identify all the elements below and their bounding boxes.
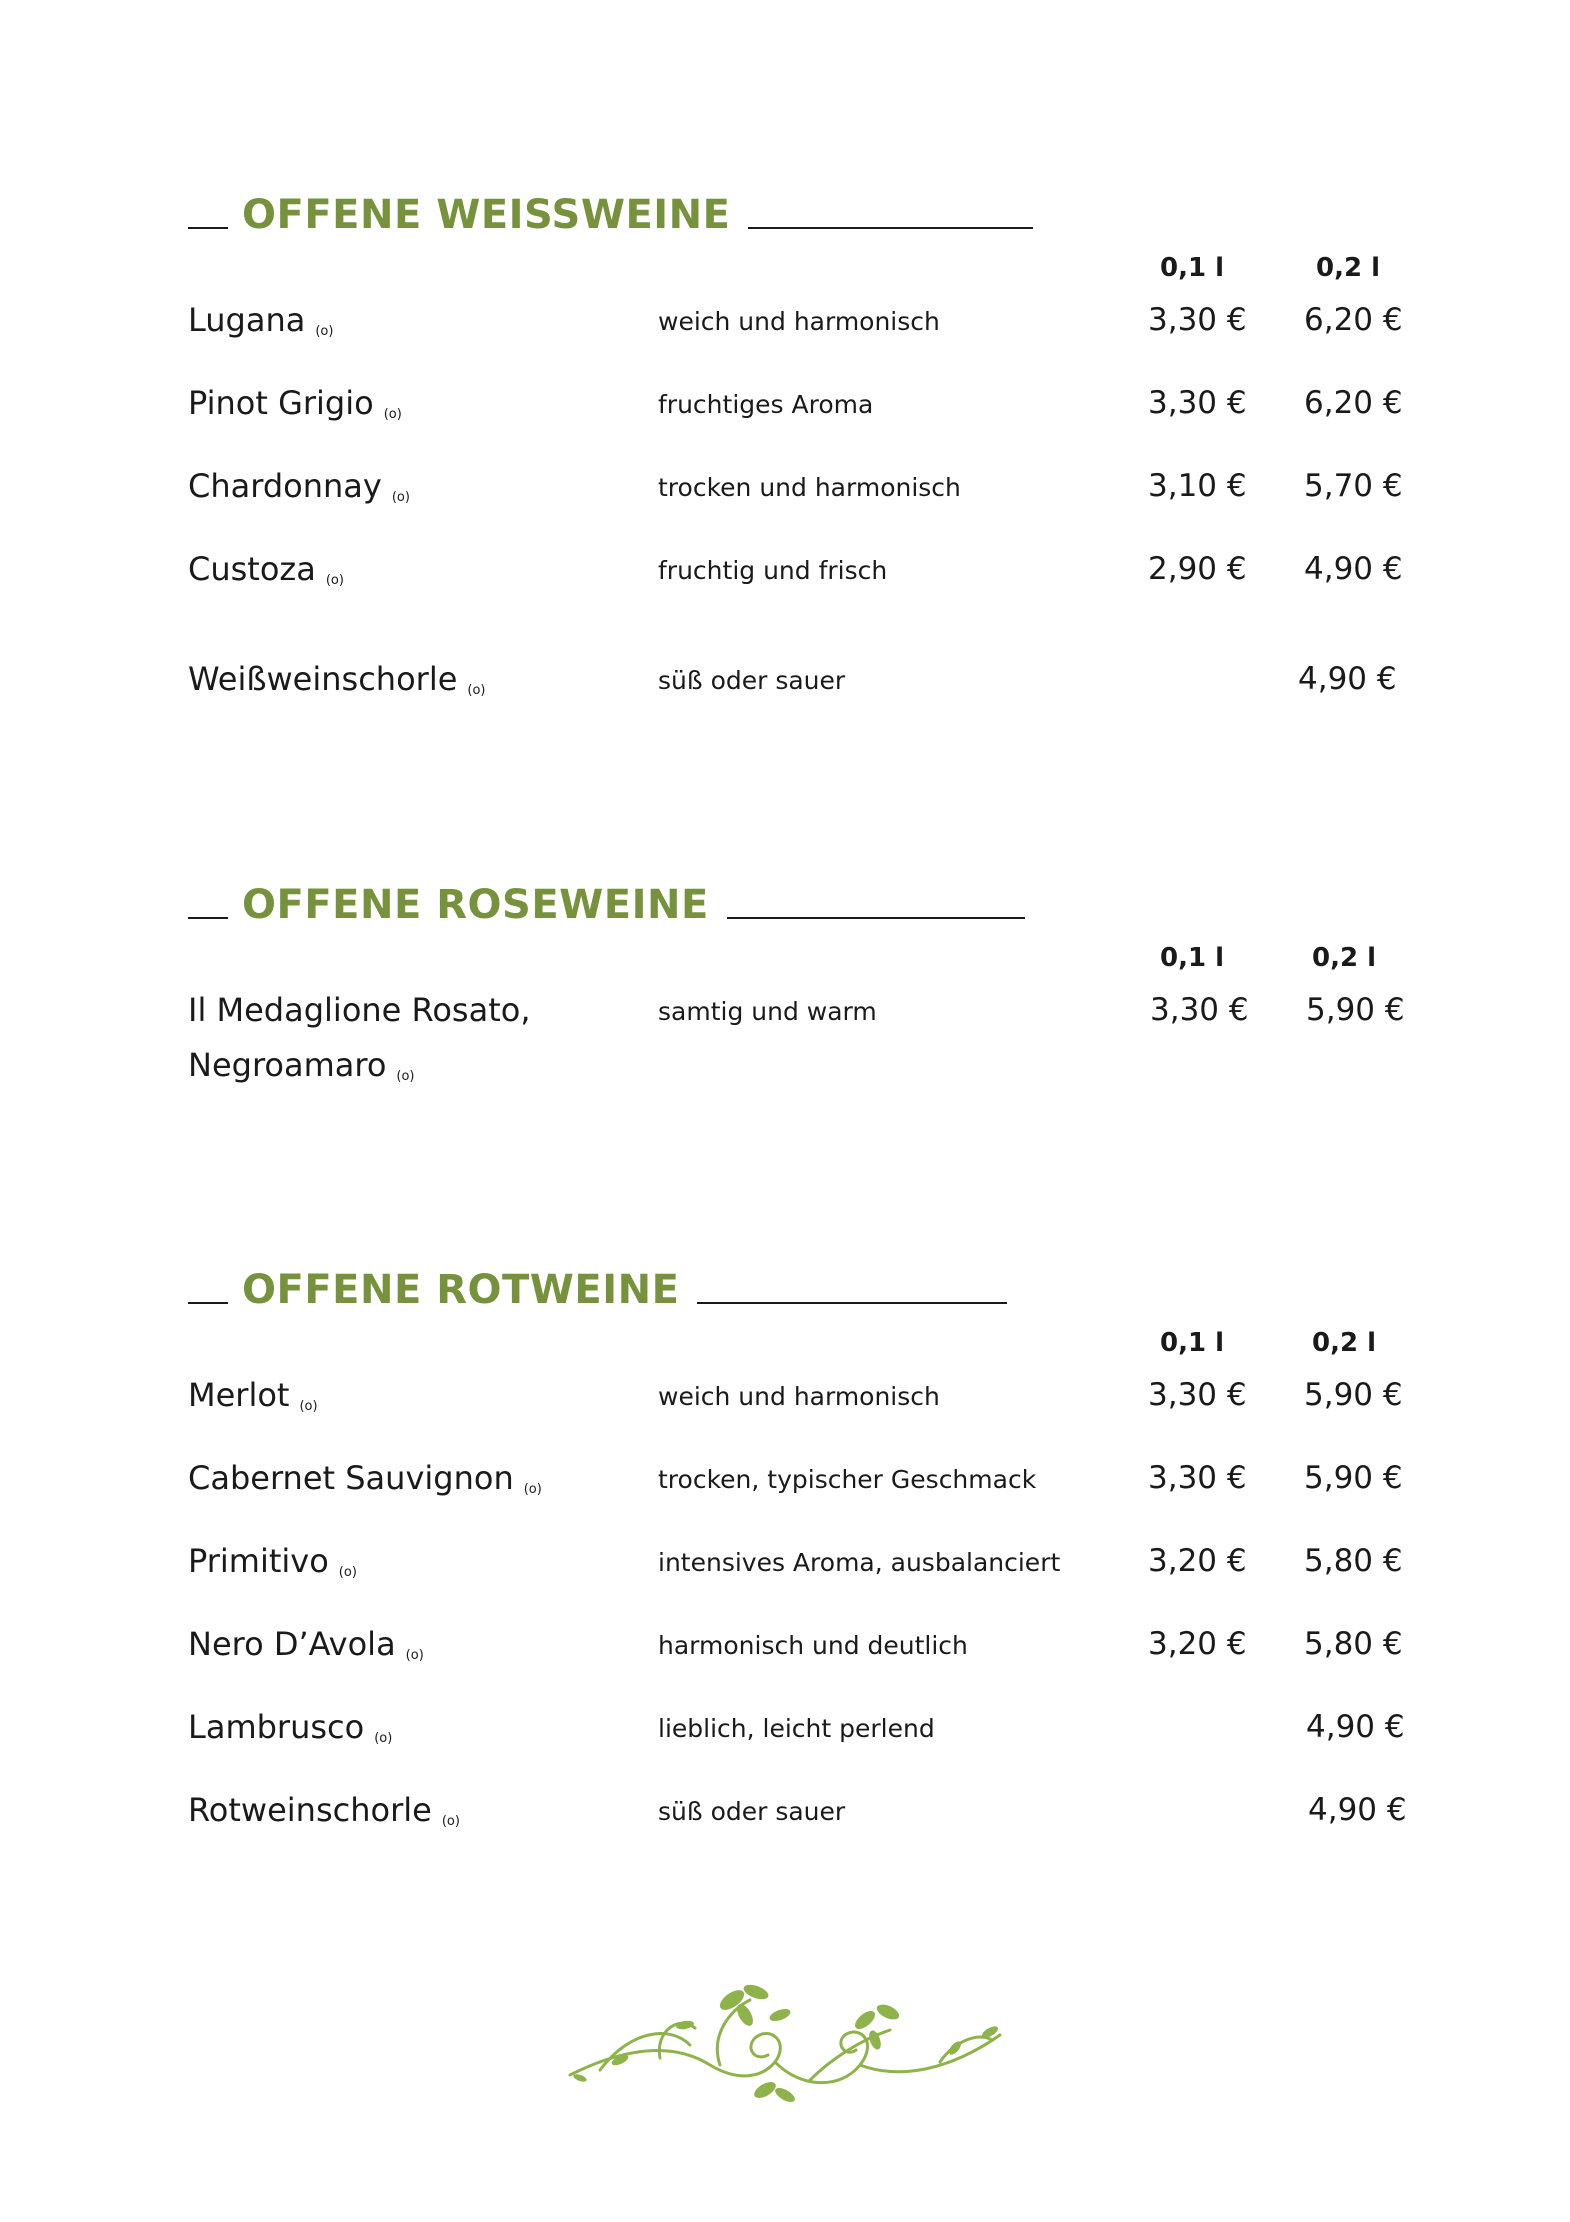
price-0-1l: 3,20 € <box>1148 1626 1247 1662</box>
menu-row <box>188 1707 1428 1767</box>
wine-name: Weißweinschorle (o) <box>188 660 486 698</box>
organic-mark: (o) <box>391 490 410 505</box>
organic-mark: (o) <box>405 1648 424 1663</box>
wine-description: fruchtig und frisch <box>658 556 888 585</box>
organic-mark: (o) <box>396 1069 415 1084</box>
heading-text: OFFENE ROTWEINE <box>242 1267 680 1313</box>
menu-row <box>188 1790 1428 1850</box>
menu-row <box>188 383 1428 443</box>
wine-description: trocken und harmonisch <box>658 473 961 502</box>
heading-rule-right <box>748 227 1033 229</box>
heading-rule-right <box>697 1302 1007 1304</box>
menu-row <box>188 466 1428 526</box>
section-heading <box>188 175 1033 238</box>
price-0-1l: 3,20 € <box>1148 1543 1247 1579</box>
menu-row <box>188 659 1428 719</box>
heading-text: OFFENE WEISSWEINE <box>242 192 731 238</box>
heading-rule-left <box>188 227 228 229</box>
price-0-1l: 3,30 € <box>1148 385 1247 421</box>
menu-row <box>188 549 1428 609</box>
wine-name: Lugana (o) <box>188 301 334 339</box>
column-head-0-1l: 0,1 l <box>1160 253 1225 283</box>
menu-row <box>188 990 1428 1100</box>
price-0-2l: 5,90 € <box>1304 1460 1403 1496</box>
menu-row <box>188 300 1428 360</box>
organic-mark: (o) <box>315 324 334 339</box>
price-0-1l: 3,30 € <box>1150 992 1249 1028</box>
section-heading <box>188 865 1025 928</box>
heading-rule-left <box>188 1302 228 1304</box>
price-0-1l: 2,90 € <box>1148 551 1247 587</box>
price-0-1l: 3,10 € <box>1148 468 1247 504</box>
wine-name: Chardonnay (o) <box>188 467 410 505</box>
price-0-2l: 6,20 € <box>1304 385 1403 421</box>
menu-row <box>188 1458 1428 1518</box>
menu-row <box>188 1624 1428 1684</box>
wine-name: Primitivo (o) <box>188 1542 357 1580</box>
floral-vine-ornament-icon <box>560 1970 1010 2110</box>
wine-name: Lambrusco (o) <box>188 1708 393 1746</box>
wine-description: fruchtiges Aroma <box>658 390 874 419</box>
price-0-2l: 4,90 € <box>1306 1709 1405 1745</box>
wine-name: Custoza (o) <box>188 550 344 588</box>
menu-row <box>188 1375 1428 1435</box>
wine-name: Merlot (o) <box>188 1376 318 1414</box>
wine-description: süß oder sauer <box>658 666 846 695</box>
wine-description: süß oder sauer <box>658 1797 846 1826</box>
price-0-2l: 5,80 € <box>1304 1626 1403 1662</box>
wine-name: Il Medaglione Rosato, <box>188 991 531 1029</box>
wine-name: Cabernet Sauvignon (o) <box>188 1459 542 1497</box>
section-heading <box>188 1250 1007 1313</box>
column-head-0-2l: 0,2 l <box>1312 943 1377 973</box>
organic-mark: (o) <box>338 1565 357 1580</box>
wine-name: Nero D’Avola (o) <box>188 1625 424 1663</box>
price-0-2l: 5,90 € <box>1306 992 1405 1028</box>
column-head-0-2l: 0,2 l <box>1312 1328 1377 1358</box>
organic-mark: (o) <box>374 1731 393 1746</box>
price-0-1l: 3,30 € <box>1148 1460 1247 1496</box>
wine-description: trocken, typischer Geschmack <box>658 1465 1037 1494</box>
heading-rule-left <box>188 917 228 919</box>
wine-description: intensives Aroma, ausbalanciert <box>658 1548 1061 1577</box>
column-head-0-1l: 0,1 l <box>1160 1328 1225 1358</box>
price-0-1l: 3,30 € <box>1148 1377 1247 1413</box>
wine-name: Rotweinschorle (o) <box>188 1791 460 1829</box>
wine-name-line-2: Negroamaro (o) <box>188 1046 415 1084</box>
wine-description: lieblich, leicht perlend <box>658 1714 935 1743</box>
organic-mark: (o) <box>383 407 402 422</box>
price-0-2l: 5,80 € <box>1304 1543 1403 1579</box>
menu-row <box>188 1541 1428 1601</box>
column-head-0-2l: 0,2 l <box>1316 253 1381 283</box>
wine-name: Pinot Grigio (o) <box>188 384 402 422</box>
organic-mark: (o) <box>467 683 486 698</box>
price-0-2l: 4,90 € <box>1304 551 1403 587</box>
price-0-1l: 3,30 € <box>1148 302 1247 338</box>
organic-mark: (o) <box>523 1482 542 1497</box>
organic-mark: (o) <box>299 1399 318 1414</box>
organic-mark: (o) <box>441 1814 460 1829</box>
wine-description: weich und harmonisch <box>658 307 940 336</box>
heading-rule-right <box>727 917 1025 919</box>
price-0-2l: 4,90 € <box>1308 1792 1407 1828</box>
wine-description: harmonisch und deutlich <box>658 1631 968 1660</box>
price-0-2l: 5,90 € <box>1304 1377 1403 1413</box>
price-0-2l: 6,20 € <box>1304 302 1403 338</box>
wine-description: weich und harmonisch <box>658 1382 940 1411</box>
heading-text: OFFENE ROSEWEINE <box>242 882 709 928</box>
wine-description: samtig und warm <box>658 997 877 1026</box>
price-0-2l: 4,90 € <box>1298 661 1397 697</box>
price-0-2l: 5,70 € <box>1304 468 1403 504</box>
organic-mark: (o) <box>325 573 344 588</box>
column-head-0-1l: 0,1 l <box>1160 943 1225 973</box>
